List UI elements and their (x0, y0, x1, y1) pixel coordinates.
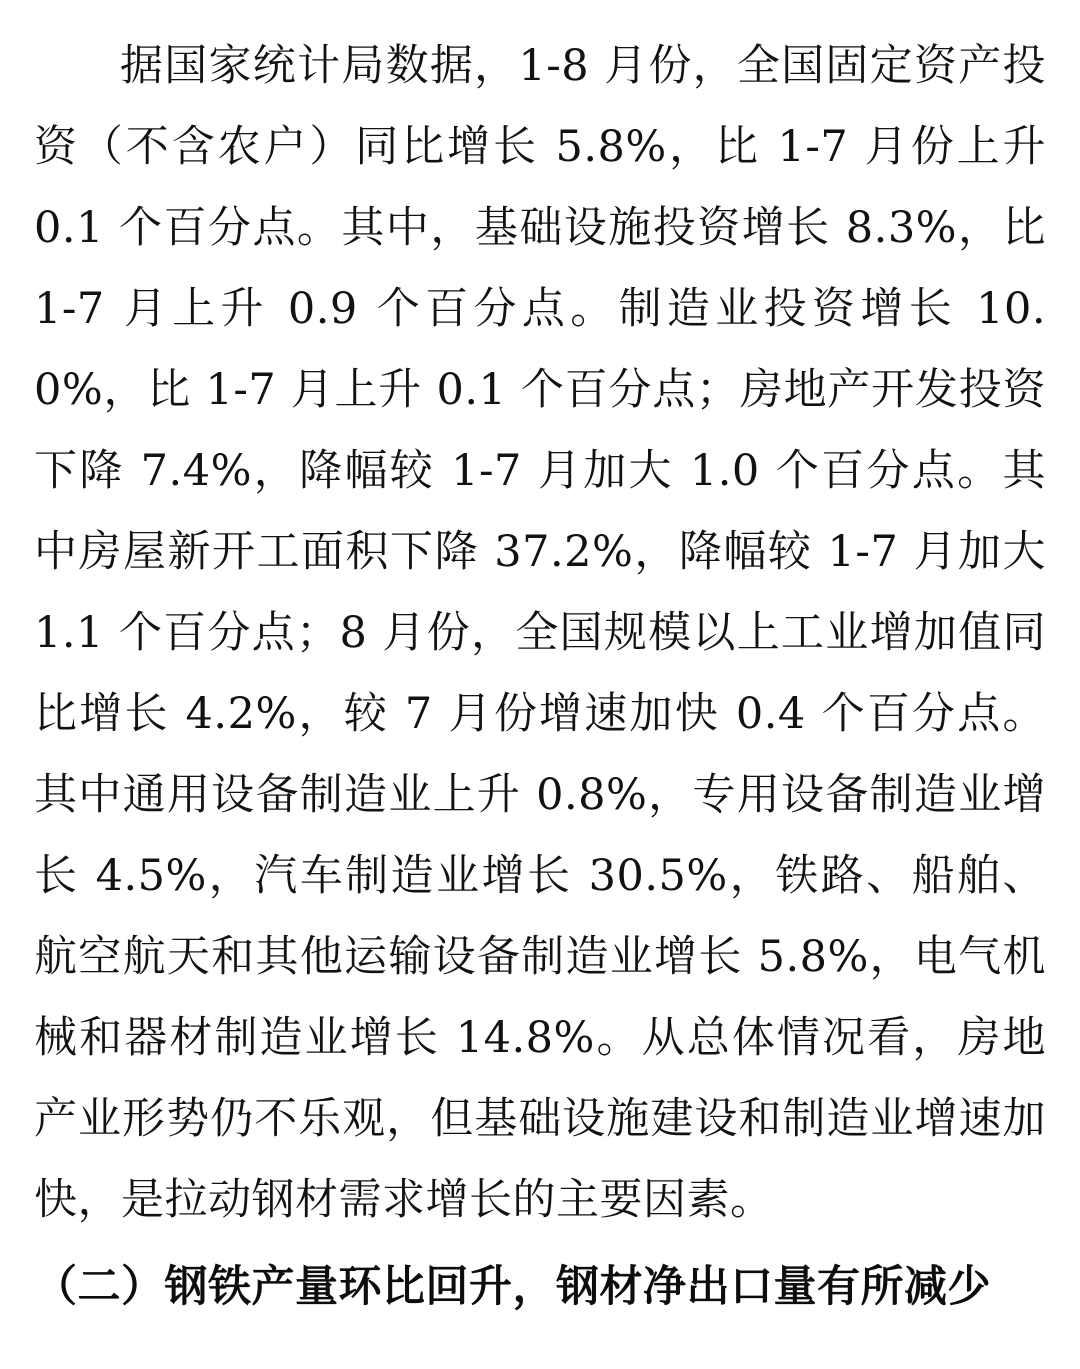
section-heading-two: （二）钢铁产量环比回升，钢材净出口量有所减少 (34, 1262, 991, 1312)
paragraph-fixed-asset-investment: 据国家统计局数据，1-8 月份，全国固定资产投资（不含农户）同比增长 5.8%，比 1-7 月份上升 0.1 个百分点。其中，基础设施投资增长 8.3%，比 1-7 月上升 0.9 个百分点。制造业投资增长 10.0%，比 1-7 月上升 0.1 个百分点；房地产开发投资下降 7.4%，降幅较 1-7 月加大 1.0 个百分点。其中房屋新开工面积下降 37.2%，降幅较 1-7 月加大 1.1 个百分点；8 月份，全国规模以上工业增加值同比增长 4.2%，较 7 月份增速加快 0.4 个百分点。其中通用设备制造业上升 0.8%，专用设备制造业增长 4.5%，汽车制造业增长 30.5%，铁路、船舶、航空航天和其他运输设备制造业增长 5.8%，电气机械和器材制造业增长 14.8%。从总体情况看，房地产业形势仍不乐观，但基础设施建设和制造业增速加快，是拉动钢材需求增长的主要因素。 (34, 41, 1046, 1225)
